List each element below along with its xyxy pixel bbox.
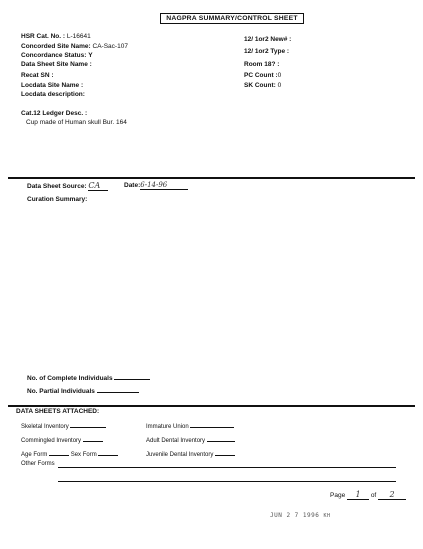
field-concordance-status: Concordance Status: Y [21,52,93,59]
field-concorded-site-name: Concorded Site Name: CA-Sac-107 [21,43,128,50]
field-locdata-description: Locdata description: [21,91,85,98]
field-immature-union: Immature Union [146,420,234,430]
date-handwritten: 6-14-96 [140,181,188,190]
field-commingled-inventory: Commingled Inventory [21,434,103,444]
field-partial-individuals: No. Partial Individuals [27,385,139,395]
field-adult-dental-inventory: Adult Dental Inventory [146,434,235,444]
section-divider-bottom [8,405,415,407]
field-locdata-site-name: Locdata Site Name : [21,82,84,89]
field-recat-sn: Recat SN : [21,72,54,79]
field-skeletal-inventory: Skeletal Inventory [21,420,106,430]
attached-heading: DATA SHEETS ATTACHED: [16,408,100,415]
field-new-number: 12/ 1or2 New# : [244,36,292,43]
field-juvenile-dental-inventory: Juvenile Dental Inventory [146,448,235,458]
field-type: 12/ 1or2 Type : [244,48,290,55]
curation-summary-label: Curation Summary: [27,196,88,203]
field-sk-count: SK Count: 0 [244,82,282,89]
field-hsr-cat-no: HSR Cat. No. : L-16641 [21,33,91,40]
section-divider-top [8,177,415,179]
page-title: NAGPRA SUMMARY/CONTROL SHEET [160,13,304,24]
ledger-value: Cup made of Human skull Bur. 164 [26,119,127,126]
field-data-sheet-site-name: Data Sheet Site Name : [21,61,92,68]
other-forms-line-1 [58,467,396,468]
complete-individuals-blank [114,372,150,380]
field-other-forms: Other Forms [21,461,55,467]
other-forms-line-2 [58,481,396,482]
source-handwritten: CA [88,181,108,191]
received-stamp: JUN 2 7 1996 KH [270,512,331,519]
field-date: Date:6-14-96 [124,181,188,190]
partial-individuals-blank [97,385,139,393]
field-pc-count: PC Count :0 [244,72,282,79]
field-complete-individuals: No. of Complete Individuals [27,372,150,382]
field-room-18: Room 18? : [244,61,280,68]
ledger-label: Cat.12 Ledger Desc. : [21,110,88,117]
page-number: Page 1 of 2 [330,490,406,500]
page-total: 2 [378,490,406,500]
page-current: 1 [347,490,369,500]
field-data-sheet-source: Data Sheet Source: CA [27,181,108,191]
field-age-sex-form: Age Form Sex Form [21,448,118,458]
